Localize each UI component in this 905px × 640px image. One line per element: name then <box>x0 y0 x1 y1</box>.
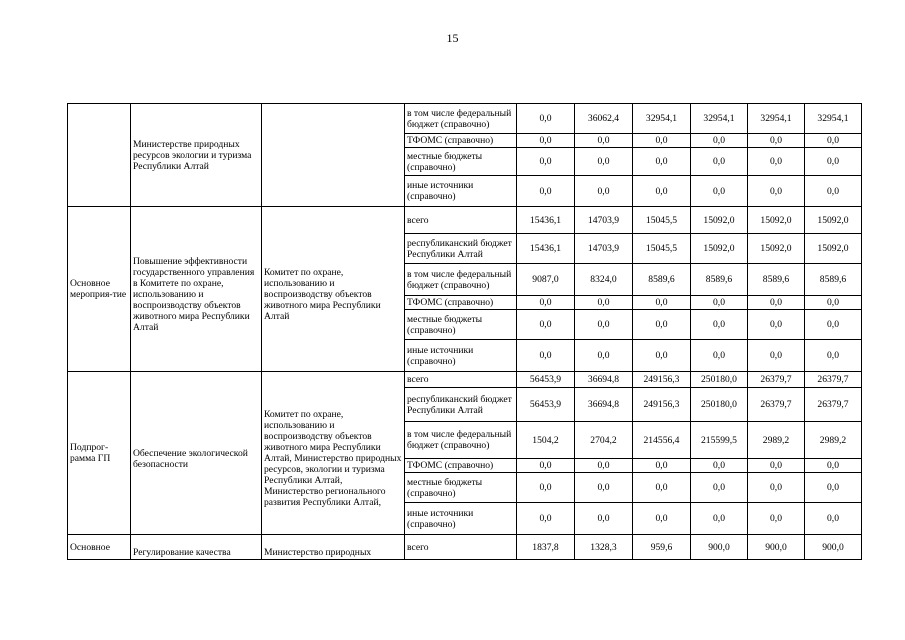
value-cell: 15092,0 <box>805 207 862 234</box>
value-cell: 249156,3 <box>633 372 691 388</box>
value-cell: 32954,1 <box>805 104 862 134</box>
value-cell: 15092,0 <box>691 234 748 264</box>
value-cell: 0,0 <box>517 459 575 473</box>
value-cell: 0,0 <box>748 134 805 148</box>
value-cell: 36062,4 <box>575 104 633 134</box>
executor-cell: Комитет по охране, использованию и воспроизводству объектов животного мира Республики Алтай, Министерство природных ресурсов, экологии и туризма Республики Алтай, Министерство регионального развития Республики Алтай, <box>262 372 405 535</box>
value-cell: 0,0 <box>805 148 862 176</box>
value-cell: 15092,0 <box>691 207 748 234</box>
funding-source-cell: в том числе федеральный бюджет (справочно) <box>405 264 517 296</box>
value-cell: 0,0 <box>691 134 748 148</box>
value-cell: 0,0 <box>748 148 805 176</box>
value-cell: 0,0 <box>633 296 691 310</box>
value-cell: 8589,6 <box>691 264 748 296</box>
value-cell: 0,0 <box>575 473 633 503</box>
value-cell: 32954,1 <box>633 104 691 134</box>
funding-source-cell: местные бюджеты (справочно) <box>405 310 517 340</box>
funding-source-cell: ТФОМС (справочно) <box>405 296 517 310</box>
event-name-cell: Обеспечение экологической безопасности <box>131 372 262 535</box>
value-cell: 0,0 <box>691 459 748 473</box>
value-cell: 249156,3 <box>633 388 691 422</box>
value-cell: 0,0 <box>691 176 748 207</box>
funding-source-cell: ТФОМС (справочно) <box>405 459 517 473</box>
value-cell: 26379,7 <box>805 372 862 388</box>
table-row <box>68 535 862 560</box>
budget-table <box>67 103 862 560</box>
value-cell: 0,0 <box>575 310 633 340</box>
event-name-cell: Регулирование качества <box>131 535 262 560</box>
value-cell: 214556,4 <box>633 422 691 459</box>
value-cell: 0,0 <box>575 176 633 207</box>
value-cell: 0,0 <box>805 473 862 503</box>
value-cell: 959,6 <box>633 535 691 560</box>
funding-source-cell: иные источники (справочно) <box>405 176 517 207</box>
value-cell: 0,0 <box>575 503 633 535</box>
value-cell: 250180,0 <box>691 372 748 388</box>
funding-source-cell: всего <box>405 207 517 234</box>
value-cell: 14703,9 <box>575 234 633 264</box>
value-cell: 15092,0 <box>748 207 805 234</box>
value-cell: 1328,3 <box>575 535 633 560</box>
value-cell: 32954,1 <box>691 104 748 134</box>
value-cell: 2989,2 <box>805 422 862 459</box>
value-cell: 900,0 <box>691 535 748 560</box>
value-cell: 56453,9 <box>517 388 575 422</box>
value-cell: 0,0 <box>805 296 862 310</box>
value-cell: 9087,0 <box>517 264 575 296</box>
row-type-cell: Основное мероприя-тие <box>68 207 131 372</box>
value-cell: 0,0 <box>633 134 691 148</box>
value-cell: 0,0 <box>575 148 633 176</box>
funding-source-cell: иные источники (справочно) <box>405 340 517 372</box>
value-cell: 32954,1 <box>748 104 805 134</box>
value-cell: 0,0 <box>517 104 575 134</box>
funding-source-cell: всего <box>405 535 517 560</box>
value-cell: 1504,2 <box>517 422 575 459</box>
value-cell: 0,0 <box>517 134 575 148</box>
value-cell: 0,0 <box>517 473 575 503</box>
value-cell: 0,0 <box>748 176 805 207</box>
value-cell: 0,0 <box>691 310 748 340</box>
value-cell: 0,0 <box>633 503 691 535</box>
value-cell: 0,0 <box>633 176 691 207</box>
value-cell: 0,0 <box>748 459 805 473</box>
table-row <box>68 372 862 388</box>
value-cell: 0,0 <box>517 340 575 372</box>
funding-source-cell: местные бюджеты (справочно) <box>405 473 517 503</box>
value-cell: 26379,7 <box>748 372 805 388</box>
value-cell: 15092,0 <box>748 234 805 264</box>
value-cell: 0,0 <box>633 310 691 340</box>
value-cell: 0,0 <box>691 296 748 310</box>
value-cell: 0,0 <box>633 473 691 503</box>
executor-cell: Министерство природных <box>262 535 405 560</box>
value-cell: 26379,7 <box>805 388 862 422</box>
value-cell: 0,0 <box>633 340 691 372</box>
value-cell: 0,0 <box>691 148 748 176</box>
value-cell: 36694,8 <box>575 372 633 388</box>
value-cell: 0,0 <box>575 459 633 473</box>
funding-source-cell: в том числе федеральный бюджет (справочно) <box>405 422 517 459</box>
value-cell: 0,0 <box>748 296 805 310</box>
event-name-cell: Повышение эффективности государственного управления в Комитете по охране, использованию и воспроизводству объектов животного мира Республики Алтай <box>131 207 262 372</box>
value-cell: 0,0 <box>805 176 862 207</box>
table-body <box>68 104 862 560</box>
value-cell: 0,0 <box>805 310 862 340</box>
funding-source-cell: республиканский бюджет Республики Алтай <box>405 388 517 422</box>
value-cell: 1837,8 <box>517 535 575 560</box>
value-cell: 0,0 <box>633 459 691 473</box>
executor-cell <box>262 104 405 207</box>
value-cell: 8589,6 <box>805 264 862 296</box>
value-cell: 0,0 <box>517 296 575 310</box>
value-cell: 0,0 <box>748 473 805 503</box>
value-cell: 14703,9 <box>575 207 633 234</box>
funding-source-cell: республиканский бюджет Республики Алтай <box>405 234 517 264</box>
value-cell: 0,0 <box>748 503 805 535</box>
value-cell: 0,0 <box>691 340 748 372</box>
funding-source-cell: всего <box>405 372 517 388</box>
value-cell: 250180,0 <box>691 388 748 422</box>
value-cell: 0,0 <box>575 340 633 372</box>
value-cell: 0,0 <box>691 473 748 503</box>
funding-source-cell: местные бюджеты (справочно) <box>405 148 517 176</box>
value-cell: 0,0 <box>805 503 862 535</box>
value-cell: 26379,7 <box>748 388 805 422</box>
value-cell: 0,0 <box>805 459 862 473</box>
value-cell: 0,0 <box>517 148 575 176</box>
row-type-cell: Основное <box>68 535 131 560</box>
value-cell: 0,0 <box>748 340 805 372</box>
funding-source-cell: иные источники (справочно) <box>405 503 517 535</box>
value-cell: 8324,0 <box>575 264 633 296</box>
table-row <box>68 207 862 234</box>
value-cell: 2989,2 <box>748 422 805 459</box>
row-type-cell <box>68 104 131 207</box>
value-cell: 215599,5 <box>691 422 748 459</box>
funding-source-cell: в том числе федеральный бюджет (справочно) <box>405 104 517 134</box>
value-cell: 36694,8 <box>575 388 633 422</box>
value-cell: 900,0 <box>748 535 805 560</box>
value-cell: 15045,5 <box>633 234 691 264</box>
event-name-cell: Министерстве природных ресурсов экологии и туризма Республики Алтай <box>131 104 262 207</box>
value-cell: 2704,2 <box>575 422 633 459</box>
value-cell: 15092,0 <box>805 234 862 264</box>
value-cell: 0,0 <box>805 134 862 148</box>
executor-cell: Комитет по охране, использованию и воспроизводству объектов животного мира Республики Алтай <box>262 207 405 372</box>
value-cell: 8589,6 <box>633 264 691 296</box>
value-cell: 0,0 <box>805 340 862 372</box>
value-cell: 0,0 <box>748 310 805 340</box>
value-cell: 15436,1 <box>517 207 575 234</box>
page-number: 15 <box>446 31 459 45</box>
value-cell: 15045,5 <box>633 207 691 234</box>
value-cell: 8589,6 <box>748 264 805 296</box>
funding-source-cell: ТФОМС (справочно) <box>405 134 517 148</box>
value-cell: 0,0 <box>517 310 575 340</box>
value-cell: 0,0 <box>691 503 748 535</box>
value-cell: 0,0 <box>517 503 575 535</box>
value-cell: 0,0 <box>575 296 633 310</box>
row-type-cell: Подпрог-рамма ГП <box>68 372 131 535</box>
table-row <box>68 104 862 134</box>
value-cell: 0,0 <box>517 176 575 207</box>
value-cell: 56453,9 <box>517 372 575 388</box>
value-cell: 0,0 <box>575 134 633 148</box>
value-cell: 15436,1 <box>517 234 575 264</box>
value-cell: 900,0 <box>805 535 862 560</box>
value-cell: 0,0 <box>633 148 691 176</box>
